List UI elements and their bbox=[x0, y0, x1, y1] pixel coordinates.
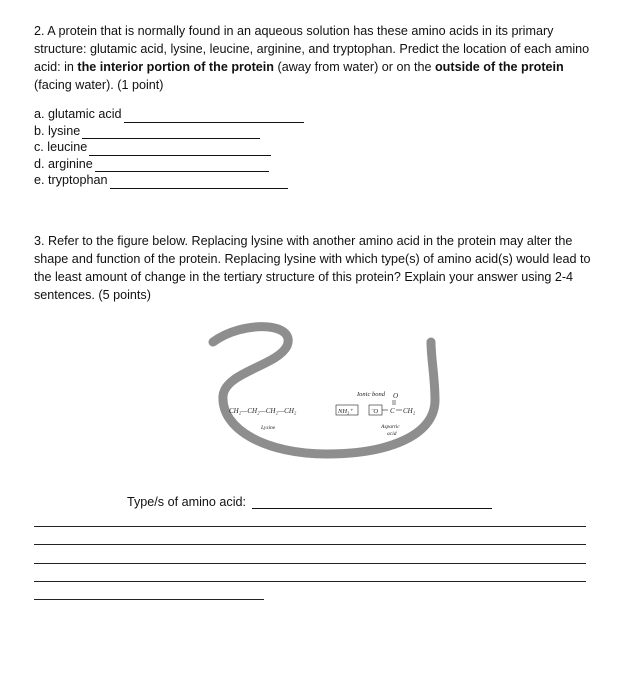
figure-lysine-label: Lysine bbox=[261, 425, 276, 431]
answer-leucine bbox=[34, 139, 304, 156]
question-2 bbox=[34, 22, 600, 94]
figure-carbon: C bbox=[390, 407, 395, 415]
q2-intro: 2. A protein that is normally found in an aqueous solution has these amino acids in its primary structure: glutamic acid, lysine, leucine, arginine, and tryptophan. Predict the location of each amino acid: in bbox=[34, 24, 590, 74]
figure-lysine-chain: CH₂—CH₂—CH₂—CH₂ bbox=[229, 407, 297, 415]
figure-nh3: NH₃⁺ bbox=[338, 408, 353, 415]
answer-line[interactable] bbox=[34, 563, 586, 564]
answer-label: c. leucine bbox=[34, 140, 88, 155]
answer-tryptophan bbox=[34, 172, 304, 189]
question-3 bbox=[34, 232, 600, 304]
answer-blank[interactable] bbox=[124, 110, 304, 123]
protein-backbone bbox=[213, 327, 435, 454]
figure-aspartic-label: Aspartic bbox=[381, 424, 400, 430]
answer-line[interactable] bbox=[34, 581, 586, 582]
answer-blank[interactable] bbox=[89, 143, 271, 156]
q2-end: (facing water). (1 point) bbox=[34, 78, 164, 92]
answer-line[interactable] bbox=[34, 544, 586, 545]
q2-bold-outside: outside of the protein bbox=[434, 60, 564, 74]
figure-o-minus: ⁻O bbox=[370, 408, 379, 415]
answer-line[interactable] bbox=[34, 526, 586, 527]
type-label: Type/s of amino acid: bbox=[127, 495, 247, 509]
type-of-amino-acid-row bbox=[127, 495, 492, 509]
answer-line[interactable] bbox=[34, 599, 264, 600]
type-answer-blank[interactable] bbox=[252, 496, 492, 509]
answer-blank[interactable] bbox=[82, 126, 260, 139]
protein-ionic-bond-figure bbox=[205, 318, 445, 478]
figure-o-top: O bbox=[393, 392, 399, 400]
answer-blank[interactable] bbox=[95, 159, 269, 172]
q2-mid: (away from water) or on the bbox=[274, 60, 435, 74]
figure-ch2-right: CH₂ bbox=[403, 407, 416, 415]
q2-answer-list bbox=[34, 106, 304, 189]
answer-arginine bbox=[34, 156, 304, 173]
figure-ionic-bond-label: Ionic bond bbox=[357, 391, 385, 398]
q2-bold-interior: the interior portion of the protein bbox=[77, 60, 274, 74]
answer-lysine bbox=[34, 123, 304, 140]
q3-text: 3. Refer to the figure below. Replacing lysine with another amino acid in the protein may alter the shape and function of the protein. Replacing lysine with which type(s) of amino acid(s) would lead to the least amount of change in the tertiary structure of this protein? Explain your answer using 2-4 sentences. (5 points) bbox=[34, 234, 591, 302]
figure-acid-label: acid bbox=[387, 431, 397, 437]
answer-label: b. lysine bbox=[34, 123, 81, 138]
answer-glutamic-acid bbox=[34, 106, 304, 123]
answer-blank[interactable] bbox=[110, 176, 288, 189]
answer-label: e. tryptophan bbox=[34, 173, 108, 188]
answer-label: a. glutamic acid bbox=[34, 107, 122, 121]
answer-label: d. arginine bbox=[34, 156, 93, 171]
